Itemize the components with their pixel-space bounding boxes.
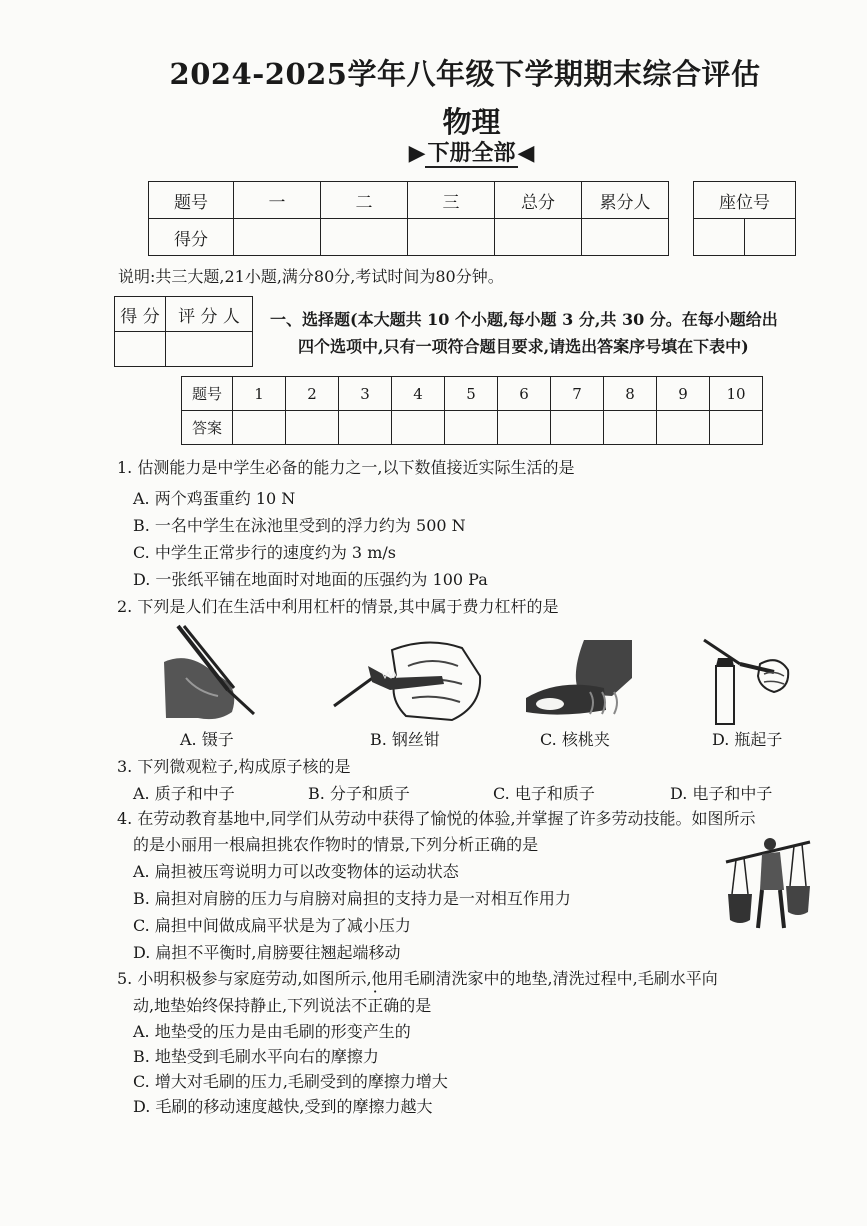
tweezers-image: [158, 622, 262, 724]
question-5-stem-line1: 5. 小明积极参与家庭劳动,如图所示,他用毛刷清洗家中的地垫,清洗过程中,毛刷水平向: [117, 969, 718, 988]
question-1-option-c: C. 中学生正常步行的速度约为 3 m/s: [133, 543, 396, 562]
answer-num: 2: [286, 377, 339, 411]
subject-title: 物理: [442, 105, 501, 139]
score-header-cell: 总分: [495, 182, 582, 219]
score-header-cell: 三: [408, 182, 495, 219]
question-2-option-d: D. 瓶起子: [712, 730, 783, 749]
scope-label: [0, 136, 867, 167]
question-5-stem-part1: 动,地垫始终保持静止,下列说法: [133, 996, 352, 1015]
question-3-option-c: C. 电子和质子: [493, 784, 595, 803]
answer-cell[interactable]: [551, 411, 604, 445]
grader-name-cell[interactable]: [166, 332, 253, 367]
score-cell[interactable]: [321, 219, 408, 256]
question-2-option-c: C. 核桃夹: [540, 730, 610, 749]
question-1-option-a: A. 两个鸡蛋重约 10 N: [133, 489, 296, 508]
question-4-option-d: D. 扁担不平衡时,肩膀要往翘起端移动: [133, 943, 401, 962]
answer-cell[interactable]: [498, 411, 551, 445]
section-heading-line1: 一、选择题(本大题共 10 个小题,每小题 3 分,共 30 分。在每小题给出: [270, 310, 778, 329]
answer-cell[interactable]: [445, 411, 498, 445]
question-5-option-a: A. 地垫受的压力是由毛刷的形变产生的: [133, 1022, 411, 1041]
section-heading-line2: 四个选项中,只有一项符合题目要求,请选出答案序号填在下表中): [298, 337, 749, 356]
score-cell[interactable]: [408, 219, 495, 256]
score-cell[interactable]: [234, 219, 321, 256]
answer-cell[interactable]: [710, 411, 763, 445]
question-1-option-b: B. 一名中学生在泳池里受到的浮力约为 500 N: [133, 516, 466, 535]
answer-num: 6: [498, 377, 551, 411]
seat-cell[interactable]: [694, 219, 745, 256]
score-header-cell: 题号: [149, 182, 234, 219]
score-header-cell: 二: [321, 182, 408, 219]
question-2-stem: 2. 下列是人们在生活中利用杠杆的情景,其中属于费力杠杆的是: [117, 597, 559, 616]
scope-text: 下册全部: [427, 140, 516, 166]
score-table: [148, 181, 669, 256]
question-1-stem: 1. 估测能力是中学生必备的能力之一,以下数值接近实际生活的是: [117, 458, 575, 477]
question-4-option-b: B. 扁担对肩膀的压力与肩膀对扁担的支持力是一对相互作用力: [133, 889, 571, 908]
answer-num: 4: [392, 377, 445, 411]
answer-cell[interactable]: [392, 411, 445, 445]
score-cell[interactable]: [582, 219, 669, 256]
section-heading: [270, 306, 830, 360]
answer-row-label: 答案: [182, 411, 233, 445]
answer-cell[interactable]: [604, 411, 657, 445]
question-5-stem-line2: [133, 993, 431, 1016]
seat-label: 座位号: [694, 182, 796, 219]
answer-cell[interactable]: [339, 411, 392, 445]
grader-name-label: 评 分 人: [166, 297, 253, 332]
question-4-option-a: A. 扁担被压弯说明力可以改变物体的运动状态: [133, 862, 459, 881]
grader-table: [114, 296, 253, 367]
nutcracker-image: [520, 638, 634, 724]
score-header-cell: 一: [234, 182, 321, 219]
score-row-label: 得分: [149, 219, 234, 256]
seat-table: [693, 181, 796, 256]
answer-table: [181, 376, 763, 445]
question-3-option-a: A. 质子和中子: [133, 784, 235, 803]
answer-num-label: 题号: [182, 377, 233, 411]
answer-num: 3: [339, 377, 392, 411]
question-3-option-b: B. 分子和质子: [308, 784, 410, 803]
answer-cell[interactable]: [657, 411, 710, 445]
question-2-option-a: A. 镊子: [180, 730, 234, 749]
question-5-option-c: C. 增大对毛刷的压力,毛刷受到的摩擦力增大: [133, 1072, 448, 1091]
score-cell[interactable]: [495, 219, 582, 256]
question-3-stem: 3. 下列微观粒子,构成原子核的是: [117, 757, 351, 776]
carrying-pole-image: [722, 832, 812, 942]
question-4-stem-line2: 的是小丽用一根扁担挑农作物时的情景,下列分析正确的是: [133, 835, 539, 854]
answer-num: 5: [445, 377, 498, 411]
answer-cell[interactable]: [233, 411, 286, 445]
question-4-option-c: C. 扁担中间做成扁平状是为了减小压力: [133, 916, 411, 935]
triangle-left-icon: ◀: [517, 140, 535, 166]
grader-score-label: 得 分: [115, 297, 166, 332]
answer-num: 10: [710, 377, 763, 411]
instructions: 说明:共三大题,21小题,满分80分,考试时间为80分钟。: [118, 267, 504, 286]
question-1-option-d: D. 一张纸平铺在地面时对地面的压强约为 100 Pa: [133, 570, 488, 589]
bottle-opener-image: [700, 636, 792, 728]
question-5-option-b: B. 地垫受到毛刷水平向右的摩擦力: [133, 1047, 379, 1066]
exam-title: 2024-2025学年八年级下学期期末综合评估: [169, 57, 761, 91]
question-3-option-d: D. 电子和中子: [670, 784, 773, 803]
answer-cell[interactable]: [286, 411, 339, 445]
question-5-option-d: D. 毛刷的移动速度越快,受到的摩擦力越大: [133, 1097, 433, 1116]
triangle-right-icon: ▶: [408, 140, 426, 166]
score-header-cell: 累分人: [582, 182, 669, 219]
answer-num: 9: [657, 377, 710, 411]
question-2-option-b: B. 钢丝钳: [370, 730, 440, 749]
question-4-stem-line1: 4. 在劳动教育基地中,同学们从劳动中获得了愉悦的体验,并掌握了许多劳动技能。如图所示: [117, 809, 756, 828]
answer-num: 1: [233, 377, 286, 411]
answer-num: 7: [551, 377, 604, 411]
seat-cell[interactable]: [745, 219, 796, 256]
question-5-emphasis: 不正确: [351, 996, 400, 1015]
pliers-image: [332, 636, 484, 722]
grader-score-cell[interactable]: [115, 332, 166, 367]
answer-num: 8: [604, 377, 657, 411]
question-5-stem-part2: 的是: [399, 996, 432, 1015]
